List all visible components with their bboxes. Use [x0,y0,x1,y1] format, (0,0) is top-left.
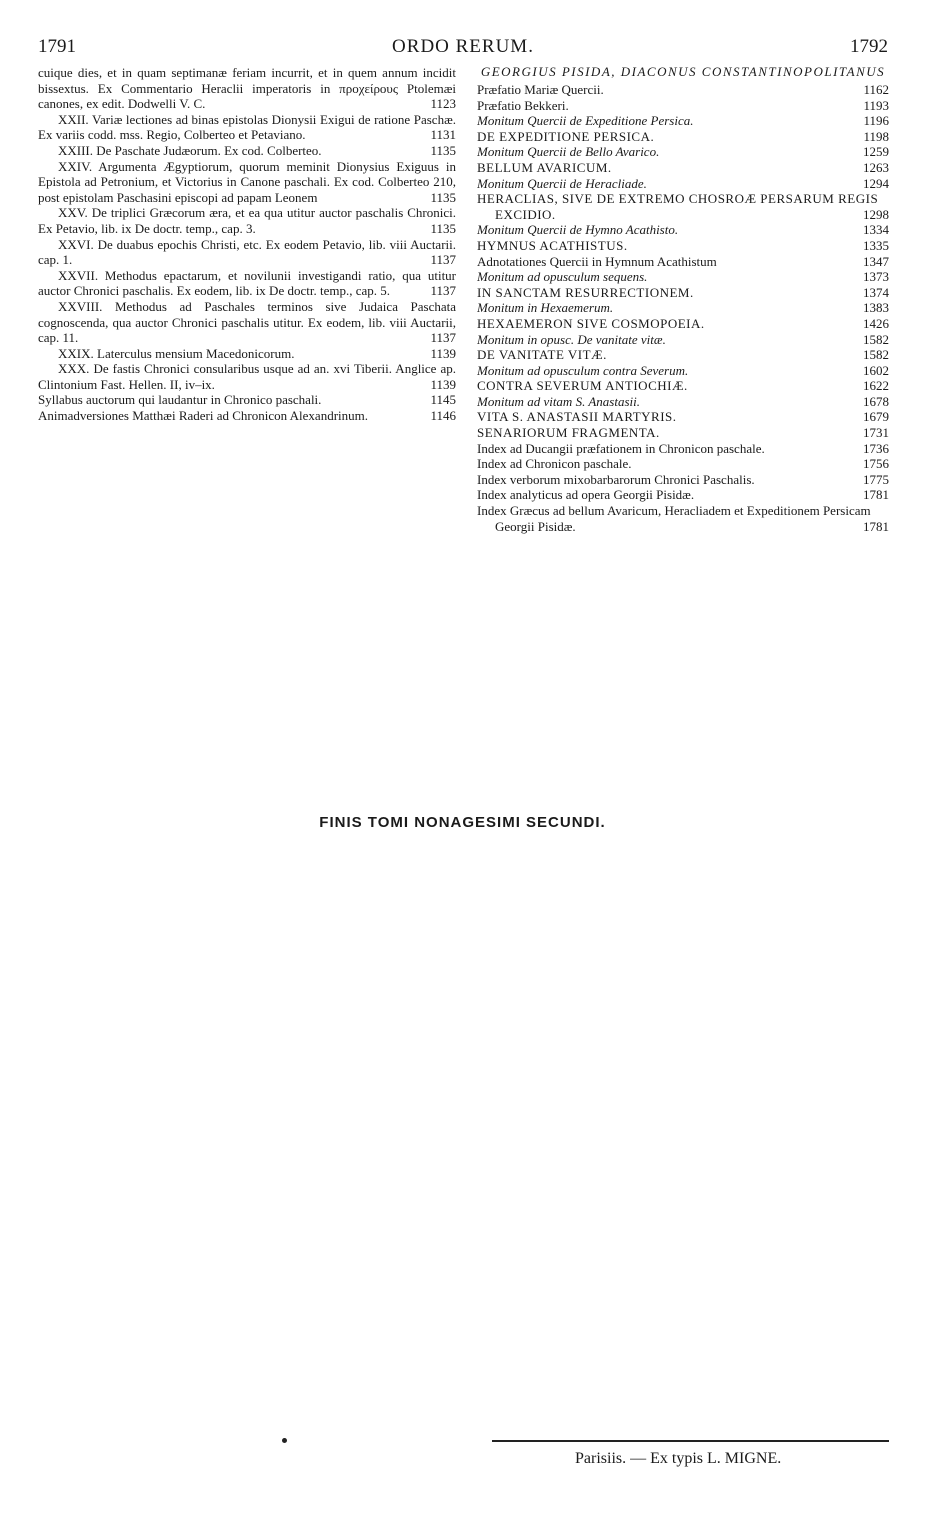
entry-page: 1196 [863,113,889,129]
toc-entry [477,503,889,534]
entry-page: 1162 [863,82,889,97]
entry-text: BELLUM AVARICUM. [477,159,612,175]
toc-entry [477,332,889,348]
toc-entry [477,176,889,192]
entry-number: XXV. [58,205,88,221]
toc-entry [38,205,456,236]
entry-text: De duabus epochis Christi, etc. Ex eodem Petavio, lib. viii Auctarii. cap. 1. [38,236,457,268]
entry-text: DE VANITATE VITÆ. [477,347,607,363]
toc-entry [38,361,456,392]
entry-text: Methodus ad Paschales terminos sive Judaica Paschata cognoscenda, qua auctor Chronici paschalis utitur. Ex eodem, lib. viii Auctarii, cap. 11. [38,298,456,346]
entry-page: 1146 [430,408,456,424]
entry-text: Index analyticus ad opera Georgii Pisidæ. [477,487,695,503]
entry-page: 1756 [863,456,889,472]
entry-number: XXIII. [58,142,94,158]
entry-page: 1622 [863,378,889,394]
toc-entry [477,487,889,503]
entry-text: Methodus epactarum, et novilunii investigandi ratio, qua utitur auctor Chronici paschalis. Ex eodem, lib. ix De doctr. temp., cap. 5. [38,267,457,299]
toc-entry [38,299,456,346]
entry-page: 1135 [430,189,456,205]
toc-entry [477,394,889,410]
entry-page: 1123 [430,96,456,112]
entry-text: Præfatio Bekkeri. [477,97,569,113]
footer-rule [492,1440,889,1442]
entry-number: XXX. [58,361,90,377]
entry-text: Index Græcus ad bellum Avaricum, Heracliadem et Expeditionem Persicam Georgii Pisidæ. [477,503,871,534]
toc-entry [38,268,456,299]
toc-entry [477,269,889,285]
left-page-number: 1791 [38,36,76,57]
toc-entry [38,346,456,362]
entry-text: Laterculus mensium Macedonicorum. [97,345,295,361]
entry-page: 1678 [863,393,889,409]
entry-page: 1259 [863,144,889,160]
entry-page: 1135 [430,220,456,236]
toc-entry [477,222,889,238]
toc-entry [38,237,456,268]
entry-text: HYMNUS ACATHISTUS. [477,237,628,253]
finis-line: FINIS TOMI NONAGESIMI SECUNDI. [319,814,606,831]
entry-page: 1294 [863,175,889,191]
toc-entry [477,254,889,270]
right-page-number: 1792 [850,36,888,57]
entry-text: VITA S. ANASTASII MARTYRIS. [477,409,677,425]
toc-entry [477,378,889,394]
toc-entry [477,425,889,441]
entry-page: 1137 [430,252,456,268]
toc-entry [38,408,456,424]
entry-page: 1679 [863,409,889,425]
entry-page: 1374 [863,284,889,300]
toc-entry [477,363,889,379]
toc-entry [38,159,456,206]
entry-page: 1383 [863,300,889,316]
toc-entry [477,441,889,457]
entry-text: Præfatio Mariæ Quercii. [477,82,604,97]
entry-text: SENARIORUM FRAGMENTA. [477,425,660,441]
entry-page: 1137 [430,283,456,299]
entry-text: HERACLIAS, SIVE DE EXTREMO CHOSROÆ PERSARUM REGIS EXCIDIO. [477,191,879,222]
entry-page: 1131 [430,127,456,143]
toc-entry [477,300,889,316]
entry-page: 1193 [863,97,889,113]
entry-page: 1137 [430,330,456,346]
entry-text: Monitum Quercii de Expeditione Persica. [477,113,694,129]
entry-text: Monitum Quercii de Hymno Acathisto. [477,222,679,238]
entry-page: 1736 [863,440,889,456]
toc-entry [477,82,889,98]
entry-text: Monitum ad vitam S. Anastasii. [477,393,640,409]
section-heading: GEORGIUS PISIDA, DIACONUS CONSTANTINOPOLITANUS [480,64,886,79]
entry-text: Variæ lectiones ad binas epistolas Dionysii Exigui de ratione Paschæ. Ex variis codd. mss. Regio, Colberteo et Petaviano. [38,111,456,143]
page-title: ORDO RERUM. [392,36,534,57]
toc-entry [477,160,889,176]
toc-entry [38,392,456,408]
entry-page: 1263 [863,159,889,175]
entry-page: 1731 [863,425,889,441]
entry-page: 1582 [863,331,889,347]
entry-text: HEXAEMERON SIVE COSMOPOEIA. [477,315,705,331]
entry-text: IN SANCTAM RESURRECTIONEM. [477,284,694,300]
entry-text: De Paschate Judæorum. Ex cod. Colberteo. [96,142,322,158]
entry-text: De triplici Græcorum æra, et ea qua utitur auctor paschalis Chronici. Ex Petavio, lib. ix De doctr. temp., cap. 3. [38,205,457,236]
entry-number: XXVI. [58,236,94,252]
entry-page: 1335 [863,237,889,253]
entry-number: XXIV. [58,158,93,174]
entry-text: cuique dies, et in quam septimanæ feriam incurrit, et in quem annum incidit bissextus. Ex Commentario Heraclii imperatoris in προχείρους Ptolemæi canones, ex edit. Dodwelli V. C. [38,65,456,112]
entry-number: XXVIII. [58,298,103,314]
entry-text: Syllabus auctorum qui laudantur in Chronico paschali. [38,392,322,408]
entry-page: 1347 [863,253,889,269]
entry-text: CONTRA SEVERUM ANTIOCHIÆ. [477,378,688,394]
ink-dot [282,1438,287,1443]
entry-text: Index ad Ducangii præfationem in Chronicon paschale. [477,440,765,456]
entry-page: 1781 [863,518,889,534]
entry-text: DE EXPEDITIONE PERSICA. [477,128,655,144]
entry-page: 1602 [863,362,889,378]
right-column [477,65,889,534]
toc-entry [477,191,889,222]
entry-page: 1198 [863,128,889,144]
toc-entry [477,129,889,145]
entry-text: Argumenta Ægyptiorum, quorum meminit Dionysius Exiguus in Epistola ad Petronium, et Victorius in Canone paschali. Ex cod. Colberteo 210, post epistolam Paschasini episcopi ad papam Leonem [38,158,456,205]
entry-text: Monitum in Hexaemerum. [477,300,614,316]
entry-page: 1298 [863,206,889,222]
entry-page: 1373 [863,269,889,285]
toc-entry [477,98,889,114]
entry-number: XXVII. [58,267,99,283]
entry-page: 1582 [863,347,889,363]
entry-text: Index ad Chronicon paschale. [477,456,632,472]
toc-entry [477,456,889,472]
entry-text: Monitum in opusc. De vanitate vitæ. [477,331,666,347]
entry-page: 1426 [863,315,889,331]
entry-number: XXIX. [58,345,94,361]
toc-entry [477,113,889,129]
toc-entry [477,409,889,425]
entry-page: 1135 [430,142,456,158]
toc-entry [38,143,456,159]
toc-entry [477,347,889,363]
entry-number: XXII. [58,111,89,127]
entry-text: Monitum ad opusculum contra Severum. [477,362,689,378]
entry-page: 1775 [863,471,889,487]
page-header [38,36,888,58]
entry-text: De fastis Chronici consularibus usque ad an. xvi Tiberii. Anglice ap. Clintonium Fast. Hellen. II, iv–ix. [38,361,456,392]
toc-entry [477,285,889,301]
imprint: Parisiis. — Ex typis L. MIGNE. [575,1450,782,1467]
contents-list [477,82,889,534]
toc-entry [477,238,889,254]
entry-text: Monitum ad opusculum sequens. [477,269,648,285]
entry-page: 1145 [430,392,456,408]
toc-entry [38,112,456,143]
entry-page: 1139 [430,345,456,361]
toc-entry [38,65,456,112]
toc-entry [477,472,889,488]
entry-text: Adnotationes Quercii in Hymnum Acathistum [477,253,717,269]
entry-page: 1781 [863,487,889,503]
entry-text: Index verborum mixobarbarorum Chronici Paschalis. [477,471,755,487]
entry-page: 1139 [430,376,456,392]
entry-page: 1334 [863,222,889,238]
entry-text: Animadversiones Matthæi Raderi ad Chronicon Alexandrinum. [38,408,368,424]
toc-entry [477,144,889,160]
left-column [38,65,456,424]
entry-text: Monitum Quercii de Bello Avarico. [477,144,660,160]
entry-text: Monitum Quercii de Heracliade. [477,175,647,191]
toc-entry [477,316,889,332]
